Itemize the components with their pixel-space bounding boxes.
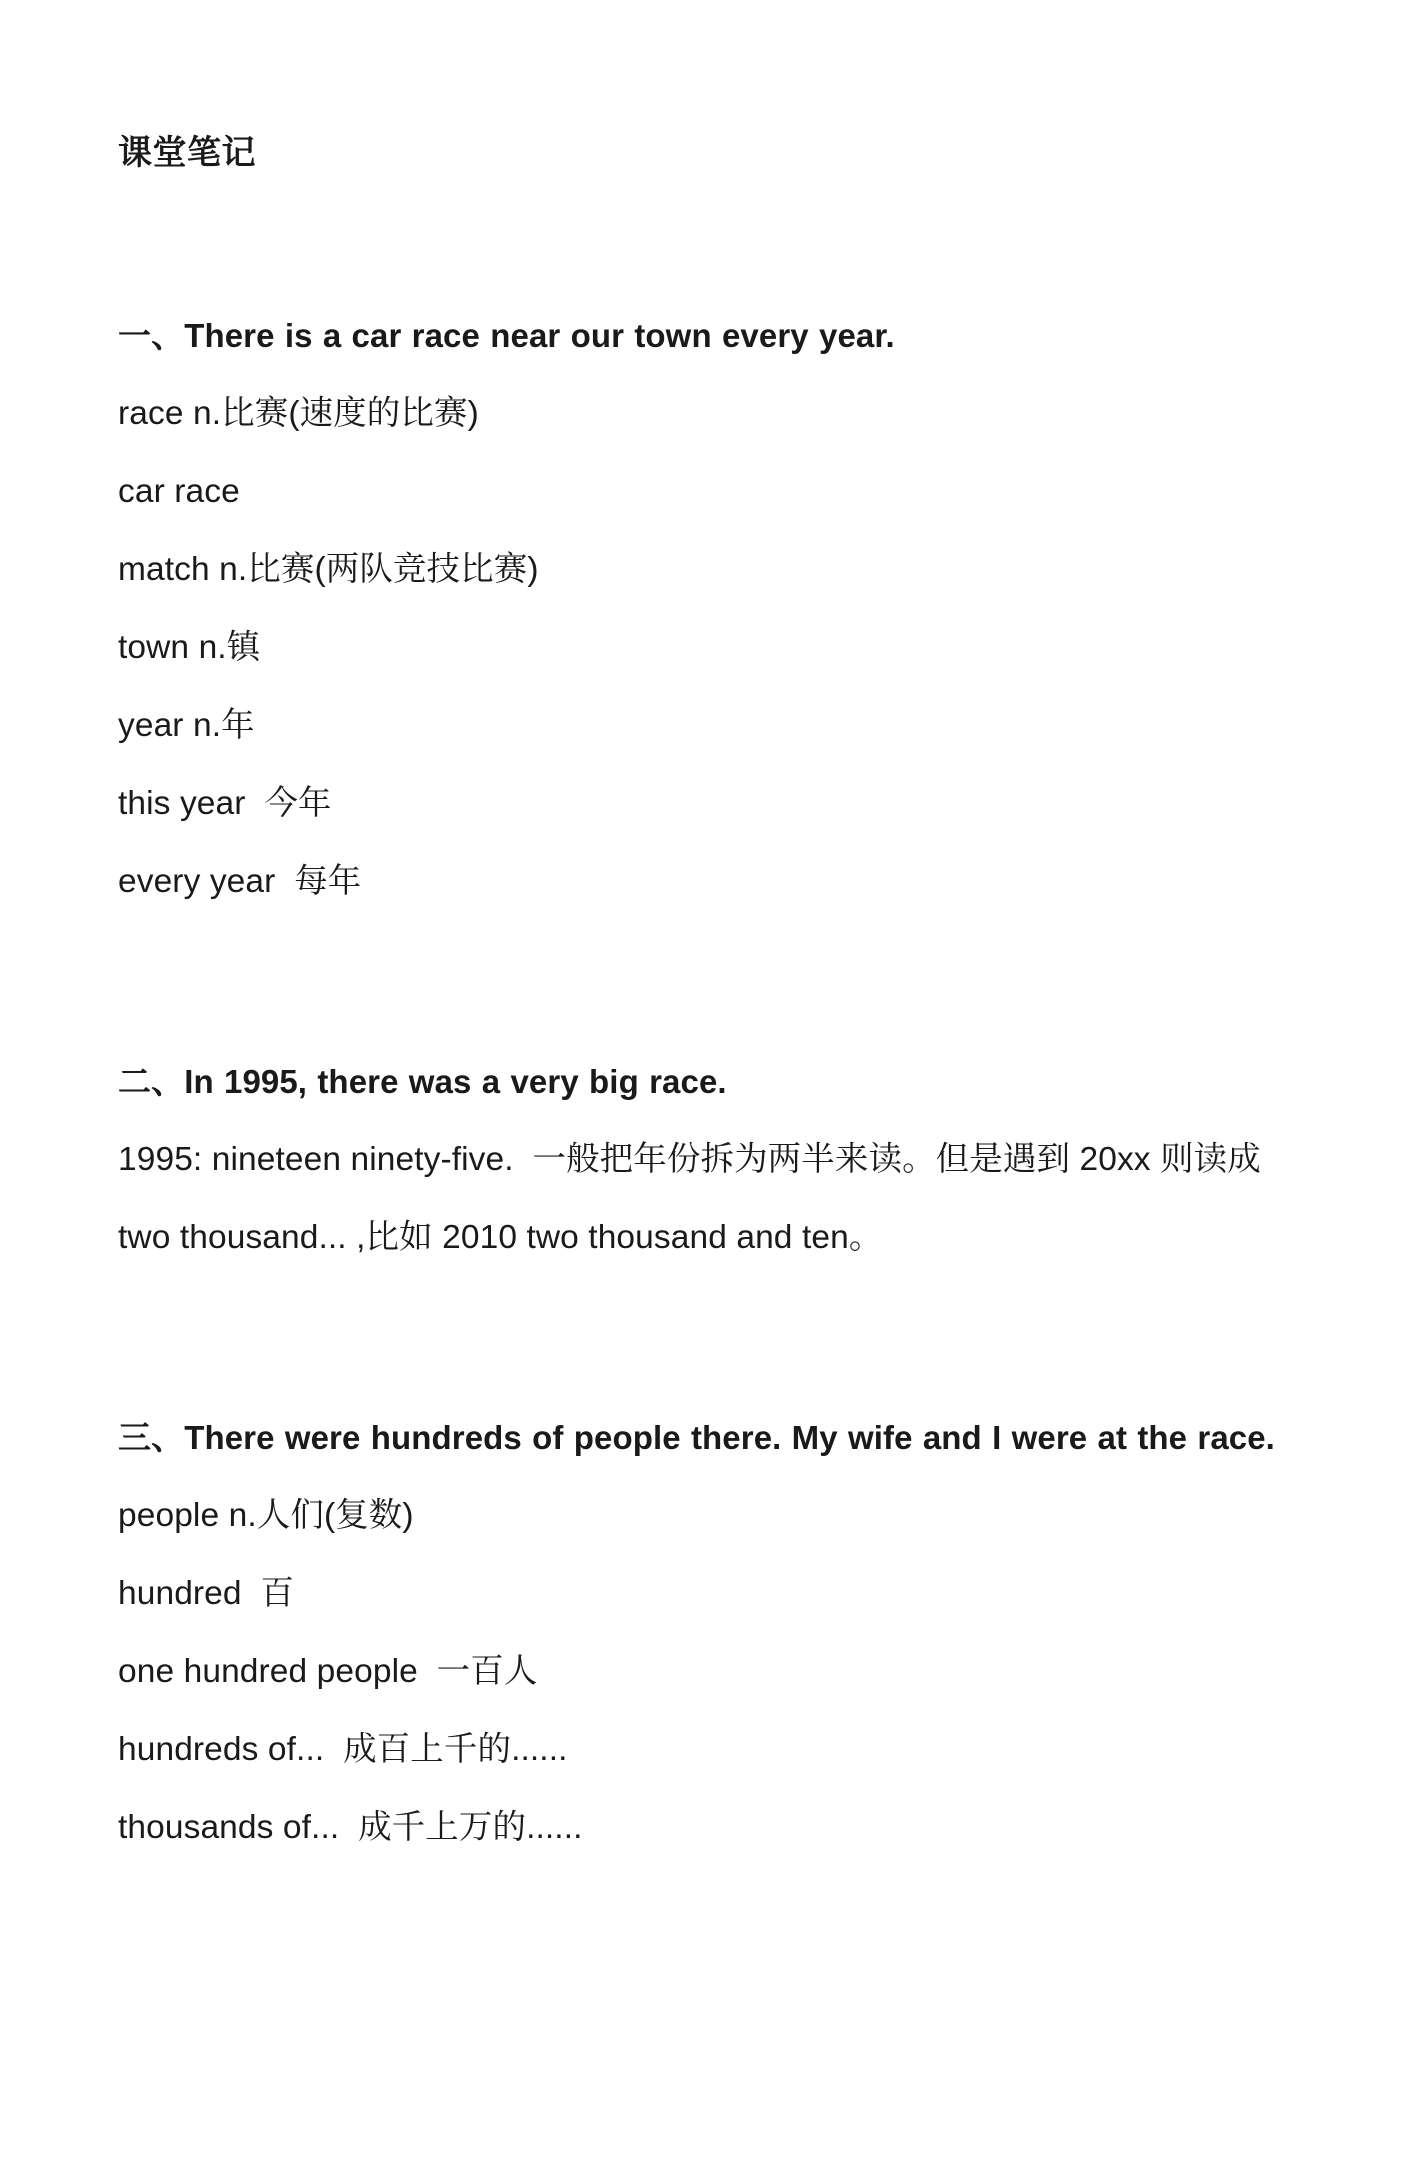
vocab-line: match n.比赛(两队竞技比赛) [118, 550, 539, 588]
vocab-line: car race [118, 472, 240, 510]
vocab-line: hundreds of... 成百上千的...... [118, 1730, 568, 1768]
vocab-line: hundred 百 [118, 1574, 295, 1612]
vocab-line: this year 今年 [118, 784, 332, 822]
vocab-line: year n.年 [118, 706, 255, 744]
notes-content [118, 118, 1303, 1867]
section-two [118, 1043, 1303, 1277]
vocab-line: race n.比赛(速度的比赛) [118, 394, 479, 432]
section-one [118, 297, 1303, 921]
section-three-heading: 三、There were hundreds of people there. My wife and I were at the race. [118, 1418, 1275, 1456]
page-title: 课堂笔记 [118, 134, 256, 172]
vocab-line: thousands of... 成千上万的...... [118, 1808, 583, 1846]
vocab-line: town n.镇 [118, 628, 261, 666]
section-two-heading: 二、In 1995, there was a very big race. [118, 1062, 727, 1100]
section-one-heading: 一、There is a car race near our town every year. [118, 316, 895, 354]
section-three [118, 1399, 1303, 1867]
vocab-line: people n.人们(复数) [118, 1496, 414, 1534]
explanation-paragraph: 1995: nineteen ninety-five. 一般把年份拆为两半来读。但是遇到 20xx 则读成 two thousand... ,比如 2010 two thousand and ten。 [118, 1140, 1271, 1256]
vocab-line: one hundred people 一百人 [118, 1652, 538, 1690]
vocab-line: every year 每年 [118, 862, 362, 900]
